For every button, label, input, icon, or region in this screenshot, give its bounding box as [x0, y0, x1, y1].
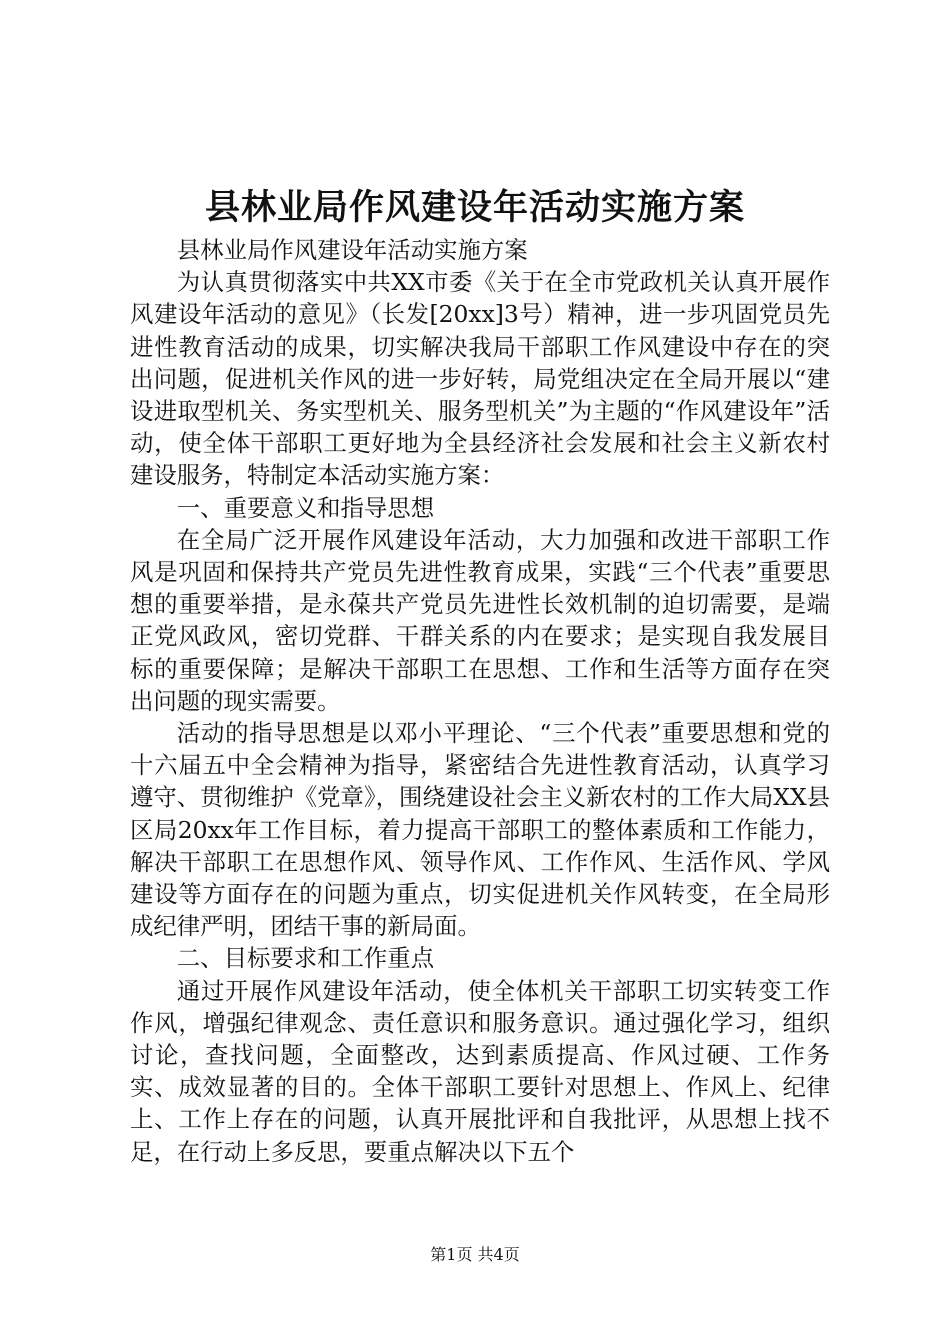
- paragraph-significance: 在全局广泛开展作风建设年活动，大力加强和改进干部职工作风是巩固和保持共产党员先进性教育成果，实践“三个代表”重要思想的重要举措，是永葆共产党员先进性长效机制的迫切需要，是端正党风政风，密切党群、干群关系的内在要求；是实现自我发展目标的重要保障；是解决干部职工在思想、工作和生活等方面存在突出问题的现实需要。: [130, 525, 830, 715]
- paragraph-goals: 通过开展作风建设年活动，使全体机关干部职工切实转变工作作风，增强纪律观念、责任意识和服务意识。通过强化学习，组织讨论，查找问题，全面整改，达到素质提高、作风过硬、工作务实、成效显著的目的。全体干部职工要针对思想上、作风上、纪律上、工作上存在的问题，认真开展批评和自我批评，从思想上找不足，在行动上多反思，要重点解决以下五个: [130, 976, 830, 1166]
- section-heading-1: 一、重要意义和指导思想: [176, 493, 435, 522]
- document-body: [130, 234, 830, 1168]
- page-footer: 第1页 共4页: [430, 1245, 520, 1264]
- section-heading-2: 二、目标要求和工作重点: [176, 944, 435, 973]
- paragraph-subtitle: 县林业局作风建设年活动实施方案: [176, 236, 528, 264]
- document-title: 县林业局作风建设年活动实施方案: [204, 187, 745, 228]
- paragraph-intro: 为认真贯彻落实中共XX市委《关于在全市党政机关认真开展作风建设年活动的意见》（长发[20xx]3号）精神，进一步巩固党员先进性教育活动的成果，切实解决我局干部职工作风建设中存在的突出问题，促进机关作风的进一步好转，局党组决定在全局开展以“建设进取型机关、务实型机关、服务型机关”为主题的“作风建设年”活动，使全体干部职工更好地为全县经济社会发展和社会主义新农村建设服务，特制定本活动实施方案：: [130, 268, 830, 490]
- paragraph-guiding-thought: 活动的指导思想是以邓小平理论、“三个代表”重要思想和党的十六届五中全会精神为指导，紧密结合先进性教育活动，认真学习遵守、贯彻维护《党章》，围绕建设社会主义新农村的工作大局XX县区局20xx年工作目标，着力提高干部职工的整体素质和工作能力，解决干部职工在思想作风、领导作风、工作作风、生活作风、学风建设等方面存在的问题为重点，切实促进机关作风转变，在全局形成纪律严明，团结干事的新局面。: [130, 719, 830, 941]
